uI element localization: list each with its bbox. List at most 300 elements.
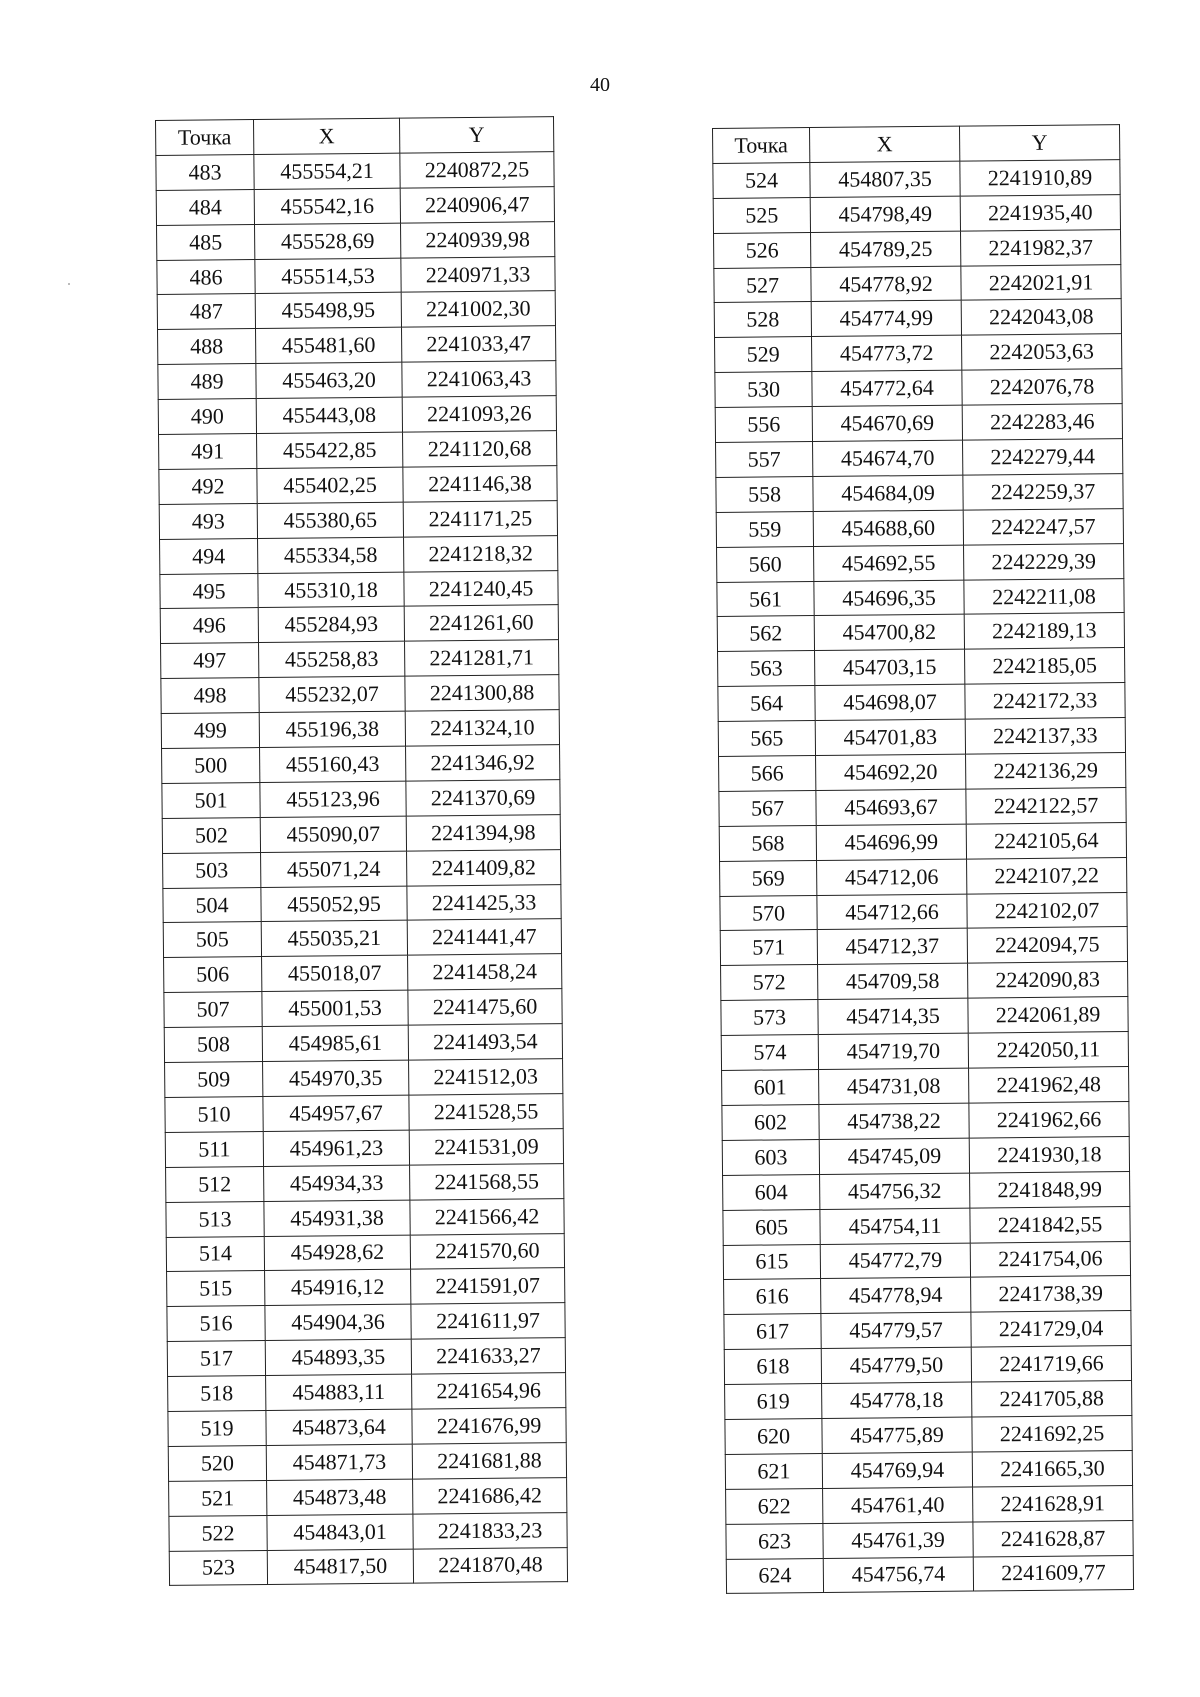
cell-point: 522 — [169, 1515, 267, 1551]
cell-x: 454703,15 — [815, 649, 965, 685]
cell-y: 2241930,18 — [969, 1136, 1129, 1172]
cell-point: 506 — [164, 957, 262, 993]
cell-y: 2242211,08 — [964, 578, 1124, 614]
cell-x: 454674,70 — [813, 440, 963, 476]
table-row — [161, 710, 559, 749]
cell-x: 454778,18 — [822, 1382, 972, 1418]
table-row — [719, 753, 1126, 792]
cell-y: 2241982,37 — [960, 229, 1120, 265]
cell-point: 619 — [725, 1384, 822, 1420]
table-row — [722, 1067, 1129, 1106]
cell-point: 567 — [719, 790, 816, 826]
cell-y: 2241171,25 — [403, 500, 557, 536]
cell-y: 2241240,45 — [404, 570, 558, 606]
cell-x: 454719,70 — [818, 1033, 968, 1069]
cell-point: 512 — [166, 1166, 264, 1202]
table-row — [717, 543, 1124, 582]
cell-x: 455232,07 — [259, 676, 405, 712]
cell-x: 454754,11 — [820, 1208, 970, 1244]
cell-x: 454709,58 — [818, 963, 968, 999]
table-row — [163, 849, 561, 888]
cell-y: 2242185,05 — [965, 648, 1125, 684]
cell-x: 455160,43 — [260, 746, 406, 782]
cell-y: 2242283,46 — [962, 404, 1122, 440]
cell-point: 514 — [166, 1236, 264, 1272]
cell-point: 565 — [718, 721, 815, 757]
cell-y: 2240939,98 — [400, 221, 554, 257]
cell-x: 454731,08 — [819, 1068, 969, 1104]
cell-x: 455498,95 — [255, 293, 401, 329]
cell-y: 2242136,29 — [966, 753, 1126, 789]
table-row — [724, 1276, 1131, 1315]
cell-point: 605 — [723, 1209, 820, 1245]
cell-x: 455514,53 — [255, 258, 401, 294]
table-row — [723, 1241, 1130, 1280]
cell-y: 2240971,33 — [401, 256, 555, 292]
cell-point: 497 — [161, 643, 259, 679]
cell-y: 2241962,66 — [969, 1101, 1129, 1137]
cell-y: 2241281,71 — [405, 640, 559, 676]
cell-x: 455258,83 — [259, 641, 405, 677]
cell-x: 455554,21 — [254, 153, 400, 189]
cell-point: 525 — [713, 197, 810, 233]
cell-point: 562 — [717, 616, 814, 652]
cell-x: 454778,94 — [821, 1277, 971, 1313]
cell-x: 454772,79 — [820, 1243, 970, 1279]
table-row — [159, 466, 557, 505]
table-row — [169, 1477, 567, 1516]
cell-x: 454774,99 — [811, 301, 961, 337]
cell-x: 455196,38 — [259, 711, 405, 747]
cell-x: 455052,95 — [261, 886, 407, 922]
cell-y: 2241261,60 — [404, 605, 558, 641]
table-row — [725, 1450, 1132, 1489]
cell-y: 2241063,43 — [402, 361, 556, 397]
cell-point: 496 — [160, 608, 258, 644]
table-row — [720, 892, 1127, 931]
table-row — [161, 640, 559, 679]
cell-y: 2241394,98 — [406, 814, 560, 850]
cell-x: 454773,72 — [812, 335, 962, 371]
table-row — [715, 334, 1122, 373]
table-row — [724, 1311, 1131, 1350]
table-row — [717, 578, 1124, 617]
cell-point: 517 — [167, 1341, 265, 1377]
cell-point: 498 — [161, 678, 259, 714]
cell-y: 2242090,83 — [968, 962, 1128, 998]
table-row — [164, 954, 562, 993]
table-row — [157, 291, 555, 330]
table-header-row — [713, 125, 1120, 164]
cell-point: 571 — [720, 930, 817, 966]
table-row — [158, 361, 556, 400]
cell-x: 455528,69 — [255, 223, 401, 259]
table-row — [166, 1198, 564, 1237]
cell-point: 529 — [715, 337, 812, 373]
cell-y: 2241654,96 — [412, 1373, 566, 1409]
cell-y: 2242247,57 — [963, 508, 1123, 544]
coordinates-table-left — [155, 116, 568, 1586]
header-y: Y — [959, 125, 1119, 161]
table-row — [160, 535, 558, 574]
cell-y: 2241531,09 — [409, 1128, 563, 1164]
cell-x: 455284,93 — [258, 607, 404, 643]
cell-y: 2242259,37 — [963, 473, 1123, 509]
cell-y: 2241512,03 — [409, 1059, 563, 1095]
table-row — [165, 1128, 563, 1167]
cell-point: 570 — [720, 895, 817, 931]
cell-x: 455090,07 — [260, 816, 406, 852]
table-row — [715, 369, 1122, 408]
cell-point: 495 — [160, 573, 258, 609]
cell-x: 454931,38 — [264, 1200, 410, 1236]
table-row — [156, 186, 554, 225]
table-row — [162, 814, 560, 853]
table-row — [721, 1032, 1128, 1071]
table-row — [163, 884, 561, 923]
cell-point: 573 — [721, 1000, 818, 1036]
cell-y: 2241475,60 — [408, 989, 562, 1025]
cell-x: 455380,65 — [257, 502, 403, 538]
cell-y: 2241848,99 — [970, 1171, 1130, 1207]
cell-y: 2241409,82 — [407, 849, 561, 885]
table-row — [160, 605, 558, 644]
cell-point: 503 — [163, 852, 261, 888]
table-row — [717, 613, 1124, 652]
cell-point: 563 — [718, 651, 815, 687]
cell-x: 454985,61 — [262, 1025, 408, 1061]
cell-x: 454779,57 — [821, 1312, 971, 1348]
cell-y: 2241218,32 — [404, 535, 558, 571]
cell-x: 454696,99 — [816, 824, 966, 860]
cell-point: 510 — [165, 1096, 263, 1132]
cell-point: 572 — [721, 965, 818, 1001]
cell-point: 557 — [716, 442, 813, 478]
table-row — [716, 508, 1123, 547]
cell-y: 2241425,33 — [407, 884, 561, 920]
cell-y: 2241870,48 — [413, 1547, 567, 1583]
coordinates-table-right — [712, 124, 1134, 1594]
table-row — [724, 1346, 1131, 1385]
cell-y: 2242094,75 — [967, 927, 1127, 963]
cell-y: 2241611,97 — [411, 1303, 565, 1339]
cell-x: 454904,36 — [265, 1304, 411, 1340]
cell-point: 620 — [725, 1418, 822, 1454]
header-point: Точка — [713, 128, 810, 164]
cell-x: 454712,06 — [817, 859, 967, 895]
cell-y: 2242107,22 — [967, 857, 1127, 893]
table-row — [166, 1233, 564, 1272]
cell-y: 2241692,25 — [972, 1415, 1132, 1451]
cell-x: 454873,64 — [266, 1409, 412, 1445]
cell-point: 624 — [726, 1558, 823, 1594]
cell-y: 2241324,10 — [405, 710, 559, 746]
cell-point: 569 — [720, 860, 817, 896]
cell-y: 2241591,07 — [411, 1268, 565, 1304]
cell-point: 513 — [166, 1201, 264, 1237]
cell-point: 502 — [162, 817, 260, 853]
cell-point: 617 — [724, 1314, 821, 1350]
cell-point: 490 — [158, 399, 256, 435]
cell-x: 454692,20 — [816, 754, 966, 790]
cell-point: 559 — [716, 511, 813, 547]
cell-point: 492 — [159, 468, 257, 504]
cell-point: 511 — [165, 1131, 263, 1167]
cell-point: 558 — [716, 476, 813, 512]
cell-point: 508 — [164, 1027, 262, 1063]
cell-x: 454957,67 — [263, 1095, 409, 1131]
table-row — [164, 989, 562, 1028]
table-row — [721, 962, 1128, 1001]
cell-point: 518 — [168, 1376, 266, 1412]
table-row — [716, 439, 1123, 478]
table-row — [722, 1101, 1129, 1140]
cell-x: 454883,11 — [266, 1374, 412, 1410]
cell-point: 484 — [156, 189, 254, 225]
table-row — [720, 927, 1127, 966]
cell-y: 2241738,39 — [971, 1276, 1131, 1312]
cell-y: 2241568,55 — [410, 1163, 564, 1199]
table-row — [159, 431, 557, 470]
cell-point: 615 — [723, 1244, 820, 1280]
cell-y: 2241146,38 — [403, 466, 557, 502]
table-row — [167, 1268, 565, 1307]
cell-x: 454772,64 — [812, 370, 962, 406]
cell-y: 2241441,47 — [407, 919, 561, 955]
cell-y: 2241300,88 — [405, 675, 559, 711]
cell-y: 2242105,64 — [966, 822, 1126, 858]
cell-point: 507 — [164, 992, 262, 1028]
cell-y: 2241628,91 — [973, 1485, 1133, 1521]
cell-y: 2241370,69 — [406, 780, 560, 816]
cell-y: 2242189,13 — [964, 613, 1124, 649]
cell-point: 526 — [714, 232, 811, 268]
cell-x: 454756,32 — [820, 1173, 970, 1209]
cell-y: 2241609,77 — [973, 1555, 1133, 1591]
cell-y: 2241458,24 — [408, 954, 562, 990]
table-row — [166, 1163, 564, 1202]
cell-point: 574 — [721, 1035, 818, 1071]
scan-speck — [68, 283, 70, 285]
table-header-row — [156, 117, 554, 156]
cell-x: 455001,53 — [262, 990, 408, 1026]
cell-y: 2242279,44 — [963, 439, 1123, 475]
cell-y: 2241842,55 — [970, 1206, 1130, 1242]
cell-x: 454970,35 — [263, 1060, 409, 1096]
cell-y: 2241719,66 — [971, 1346, 1131, 1382]
table-row — [726, 1485, 1133, 1524]
cell-y: 2241681,88 — [412, 1442, 566, 1478]
cell-x: 454961,23 — [263, 1130, 409, 1166]
cell-point: 509 — [165, 1062, 263, 1098]
cell-point: 528 — [714, 302, 811, 338]
cell-x: 455018,07 — [262, 955, 408, 991]
cell-point: 488 — [158, 329, 256, 365]
table-row — [719, 822, 1126, 861]
table-row — [718, 648, 1125, 687]
cell-point: 561 — [717, 581, 814, 617]
cell-x: 454893,35 — [265, 1339, 411, 1375]
cell-y: 2241665,30 — [972, 1450, 1132, 1486]
cell-x: 455035,21 — [261, 921, 407, 957]
table-row — [715, 404, 1122, 443]
cell-point: 516 — [167, 1306, 265, 1342]
cell-x: 454688,60 — [813, 510, 963, 546]
table-row — [723, 1171, 1130, 1210]
cell-point: 524 — [713, 162, 810, 198]
cell-y: 2241729,04 — [971, 1311, 1131, 1347]
cell-y: 2241346,92 — [406, 745, 560, 781]
cell-x: 455422,85 — [257, 432, 403, 468]
cell-x: 454692,55 — [814, 545, 964, 581]
table-row — [721, 997, 1128, 1036]
table-row — [168, 1373, 566, 1412]
cell-y: 2241528,55 — [409, 1094, 563, 1130]
cell-point: 530 — [715, 372, 812, 408]
cell-y: 2242172,33 — [965, 683, 1125, 719]
cell-y: 2240872,25 — [400, 152, 554, 188]
cell-y: 2242076,78 — [962, 369, 1122, 405]
cell-x: 455463,20 — [256, 362, 402, 398]
cell-point: 618 — [724, 1349, 821, 1385]
table-row — [167, 1338, 565, 1377]
header-x: X — [810, 126, 960, 162]
cell-point: 604 — [723, 1174, 820, 1210]
cell-point: 564 — [718, 686, 815, 722]
cell-point: 568 — [719, 825, 816, 861]
table-row — [162, 780, 560, 819]
table-row — [168, 1442, 566, 1481]
table-row — [156, 152, 554, 191]
cell-y: 2242021,91 — [961, 264, 1121, 300]
table-row — [157, 221, 555, 260]
table-row — [723, 1206, 1130, 1245]
table-row — [714, 229, 1121, 268]
cell-point: 501 — [162, 782, 260, 818]
cell-y: 2242050,11 — [968, 1032, 1128, 1068]
table-row — [165, 1059, 563, 1098]
cell-y: 2241633,27 — [411, 1338, 565, 1374]
cell-point: 487 — [157, 294, 255, 330]
cell-x: 454684,09 — [813, 475, 963, 511]
cell-x: 454696,35 — [814, 580, 964, 616]
table-row — [168, 1408, 566, 1447]
table-row — [157, 256, 555, 295]
cell-y: 2240906,47 — [400, 186, 554, 222]
header-x: X — [254, 118, 400, 154]
cell-point: 602 — [722, 1104, 819, 1140]
cell-x: 454761,39 — [823, 1522, 973, 1558]
cell-x: 454871,73 — [266, 1444, 412, 1480]
cell-y: 2241935,40 — [960, 194, 1120, 230]
cell-point: 493 — [159, 503, 257, 539]
table-row — [725, 1381, 1132, 1420]
cell-y: 2241705,88 — [972, 1381, 1132, 1417]
cell-point: 519 — [168, 1410, 266, 1446]
table-row — [713, 194, 1120, 233]
cell-y: 2241910,89 — [960, 159, 1120, 195]
cell-point: 527 — [714, 267, 811, 303]
header-point: Точка — [156, 120, 254, 156]
cell-point: 622 — [726, 1488, 823, 1524]
cell-y: 2241962,48 — [969, 1067, 1129, 1103]
table-row — [158, 326, 556, 365]
cell-y: 2242137,33 — [965, 718, 1125, 754]
cell-y: 2241566,42 — [410, 1198, 564, 1234]
cell-point: 486 — [157, 259, 255, 295]
cell-x: 454698,07 — [815, 684, 965, 720]
cell-x: 454843,01 — [267, 1514, 413, 1550]
cell-x: 454670,69 — [812, 405, 962, 441]
cell-point: 560 — [717, 546, 814, 582]
table-row — [165, 1094, 563, 1133]
cell-x: 454817,50 — [267, 1549, 413, 1585]
cell-point: 491 — [159, 434, 257, 470]
cell-y: 2242053,63 — [962, 334, 1122, 370]
table-row — [719, 787, 1126, 826]
table-row — [169, 1547, 567, 1586]
cell-y: 2241628,87 — [973, 1520, 1133, 1556]
cell-y: 2242102,07 — [967, 892, 1127, 928]
table-row — [718, 718, 1125, 757]
table-row — [169, 1512, 567, 1551]
cell-point: 504 — [163, 887, 261, 923]
cell-point: 556 — [715, 407, 812, 443]
cell-x: 454779,50 — [821, 1347, 971, 1383]
cell-y: 2241033,47 — [402, 326, 556, 362]
cell-x: 454934,33 — [264, 1165, 410, 1201]
cell-y: 2242043,08 — [961, 299, 1121, 335]
cell-x: 454778,92 — [811, 266, 961, 302]
cell-x: 454789,25 — [811, 231, 961, 267]
cell-point: 521 — [169, 1480, 267, 1516]
table-row — [725, 1415, 1132, 1454]
page-number: 40 — [590, 74, 610, 96]
cell-y: 2241754,06 — [970, 1241, 1130, 1277]
table-row — [726, 1520, 1133, 1559]
cell-x: 454928,62 — [264, 1235, 410, 1271]
cell-x: 454712,37 — [817, 929, 967, 965]
cell-point: 485 — [157, 224, 255, 260]
cell-point: 523 — [169, 1550, 267, 1586]
cell-x: 455310,18 — [258, 572, 404, 608]
table-row — [722, 1136, 1129, 1175]
cell-x: 454700,82 — [814, 615, 964, 651]
cell-x: 454761,40 — [823, 1487, 973, 1523]
cell-point: 500 — [162, 748, 260, 784]
cell-y: 2241093,26 — [402, 396, 556, 432]
cell-y: 2242122,57 — [966, 787, 1126, 823]
cell-y: 2242061,89 — [968, 997, 1128, 1033]
cell-x: 454873,48 — [267, 1479, 413, 1515]
cell-point: 603 — [722, 1139, 819, 1175]
cell-y: 2241570,60 — [410, 1233, 564, 1269]
table-row — [162, 745, 560, 784]
cell-x: 455123,96 — [260, 781, 406, 817]
cell-x: 454738,22 — [819, 1103, 969, 1139]
cell-x: 454745,09 — [819, 1138, 969, 1174]
cell-x: 455402,25 — [257, 467, 403, 503]
cell-point: 505 — [163, 922, 261, 958]
table-row — [163, 919, 561, 958]
cell-x: 455542,16 — [254, 188, 400, 224]
cell-x: 454769,94 — [822, 1452, 972, 1488]
table-row — [718, 683, 1125, 722]
cell-y: 2242229,39 — [964, 543, 1124, 579]
cell-point: 623 — [726, 1523, 823, 1559]
cell-point: 601 — [722, 1070, 819, 1106]
cell-x: 454756,74 — [823, 1557, 973, 1593]
